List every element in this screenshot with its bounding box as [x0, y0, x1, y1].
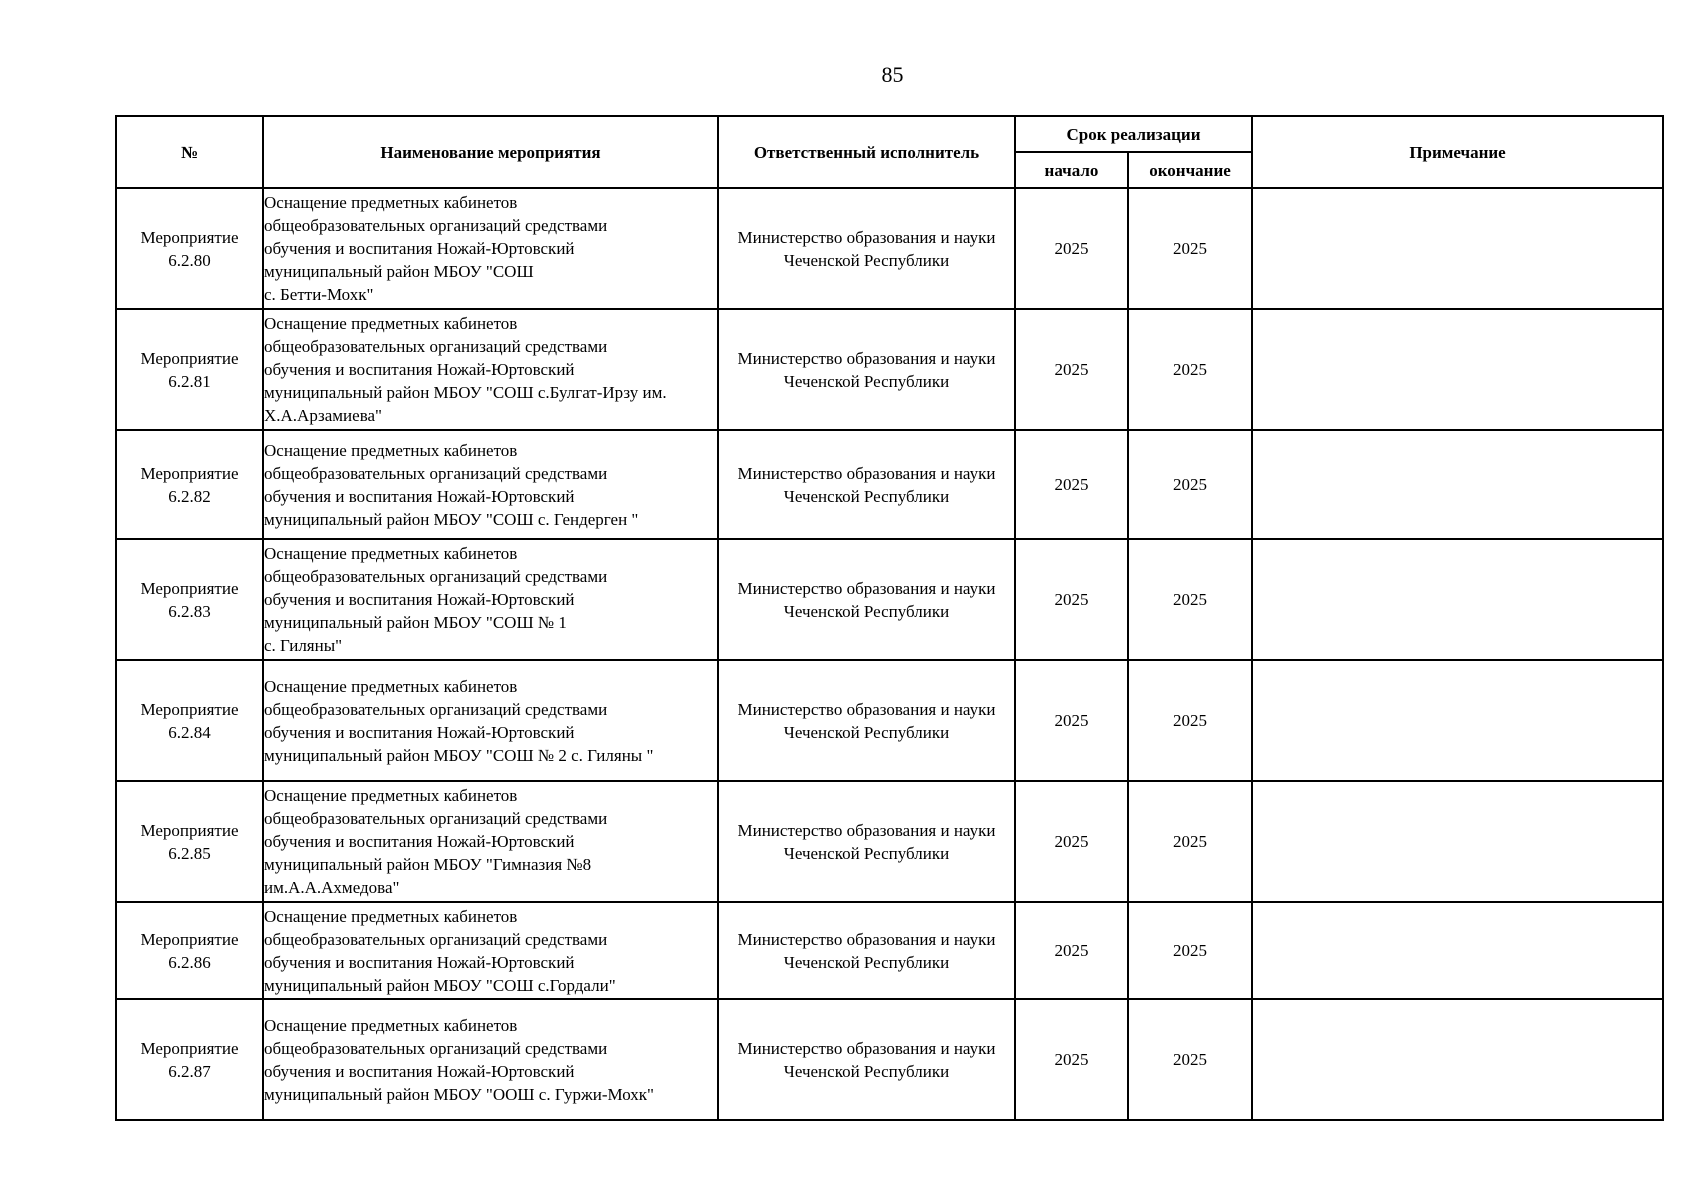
activity-start-year: 2025 [1015, 539, 1128, 660]
header-start: начало [1015, 152, 1128, 188]
table-row [116, 781, 1663, 902]
header-number: № [116, 116, 263, 188]
activity-end-year: 2025 [1128, 188, 1252, 309]
page-number: 85 [881, 62, 904, 87]
table-row [116, 902, 1663, 999]
table-row [116, 188, 1663, 309]
activity-end-year: 2025 [1128, 781, 1252, 902]
header-executor: Ответственный исполнитель [718, 116, 1015, 188]
activity-name: Оснащение предметных кабинетов общеобразовательных организаций средствами обучения и воспитания Ножай-Юртовский муниципальный район МБОУ "Гимназия №8 им.А.А.Ахмедова" [263, 781, 718, 902]
activity-end-year: 2025 [1128, 902, 1252, 999]
activity-name: Оснащение предметных кабинетов общеобразовательных организаций средствами обучения и воспитания Ножай-Юртовский муниципальный район МБОУ "СОШ с.Гордали" [263, 902, 718, 999]
activity-end-year: 2025 [1128, 430, 1252, 539]
activity-note [1252, 999, 1663, 1120]
activity-note [1252, 430, 1663, 539]
activity-executor: Министерство образования и науки Чеченской Республики [718, 902, 1015, 999]
header-note: Примечание [1252, 116, 1663, 188]
activity-name: Оснащение предметных кабинетов общеобразовательных организаций средствами обучения и воспитания Ножай-Юртовский муниципальный район МБОУ "СОШ с.Булгат-Ирзу им. Х.А.Арзамиева" [263, 309, 718, 430]
table-row [116, 309, 1663, 430]
activity-executor: Министерство образования и науки Чеченской Республики [718, 188, 1015, 309]
activity-end-year: 2025 [1128, 999, 1252, 1120]
activity-start-year: 2025 [1015, 430, 1128, 539]
header-period: Срок реализации [1015, 116, 1252, 152]
header-end: окончание [1128, 152, 1252, 188]
activity-name: Оснащение предметных кабинетов общеобразовательных организаций средствами обучения и воспитания Ножай-Юртовский муниципальный район МБОУ "ООШ с. Гуржи-Мохк" [263, 999, 718, 1120]
activity-name: Оснащение предметных кабинетов общеобразовательных организаций средствами обучения и воспитания Ножай-Юртовский муниципальный район МБОУ "СОШ № 1 с. Гиляны" [263, 539, 718, 660]
activity-number: Мероприятие 6.2.83 [116, 539, 263, 660]
activity-executor: Министерство образования и науки Чеченской Республики [718, 539, 1015, 660]
activity-start-year: 2025 [1015, 660, 1128, 781]
activity-note [1252, 781, 1663, 902]
table-row [116, 660, 1663, 781]
activity-executor: Министерство образования и науки Чеченской Республики [718, 309, 1015, 430]
table-row [116, 539, 1663, 660]
activity-start-year: 2025 [1015, 309, 1128, 430]
activity-number: Мероприятие 6.2.87 [116, 999, 263, 1120]
activity-executor: Министерство образования и науки Чеченской Республики [718, 660, 1015, 781]
activity-start-year: 2025 [1015, 781, 1128, 902]
activity-name: Оснащение предметных кабинетов общеобразовательных организаций средствами обучения и воспитания Ножай-Юртовский муниципальный район МБОУ "СОШ с. Гендерген " [263, 430, 718, 539]
table-row [116, 999, 1663, 1120]
activity-executor: Министерство образования и науки Чеченской Республики [718, 430, 1015, 539]
activity-number: Мероприятие 6.2.82 [116, 430, 263, 539]
activity-note [1252, 902, 1663, 999]
activity-executor: Министерство образования и науки Чеченской Республики [718, 999, 1015, 1120]
activity-end-year: 2025 [1128, 539, 1252, 660]
activity-number: Мероприятие 6.2.84 [116, 660, 263, 781]
activity-end-year: 2025 [1128, 309, 1252, 430]
activity-note [1252, 309, 1663, 430]
table-row [116, 430, 1663, 539]
activities-table [115, 115, 1664, 1121]
activity-number: Мероприятие 6.2.85 [116, 781, 263, 902]
activity-number: Мероприятие 6.2.81 [116, 309, 263, 430]
activity-note [1252, 539, 1663, 660]
activity-start-year: 2025 [1015, 902, 1128, 999]
header-activity-name: Наименование мероприятия [263, 116, 718, 188]
activity-number: Мероприятие 6.2.86 [116, 902, 263, 999]
activity-number: Мероприятие 6.2.80 [116, 188, 263, 309]
activity-end-year: 2025 [1128, 660, 1252, 781]
activity-name: Оснащение предметных кабинетов общеобразовательных организаций средствами обучения и воспитания Ножай-Юртовский муниципальный район МБОУ "СОШ № 2 с. Гиляны " [263, 660, 718, 781]
activity-name: Оснащение предметных кабинетов общеобразовательных организаций средствами обучения и воспитания Ножай-Юртовский муниципальный район МБОУ "СОШ с. Бетти-Мохк" [263, 188, 718, 309]
activity-start-year: 2025 [1015, 999, 1128, 1120]
activity-start-year: 2025 [1015, 188, 1128, 309]
activity-note [1252, 188, 1663, 309]
activity-note [1252, 660, 1663, 781]
activity-executor: Министерство образования и науки Чеченской Республики [718, 781, 1015, 902]
